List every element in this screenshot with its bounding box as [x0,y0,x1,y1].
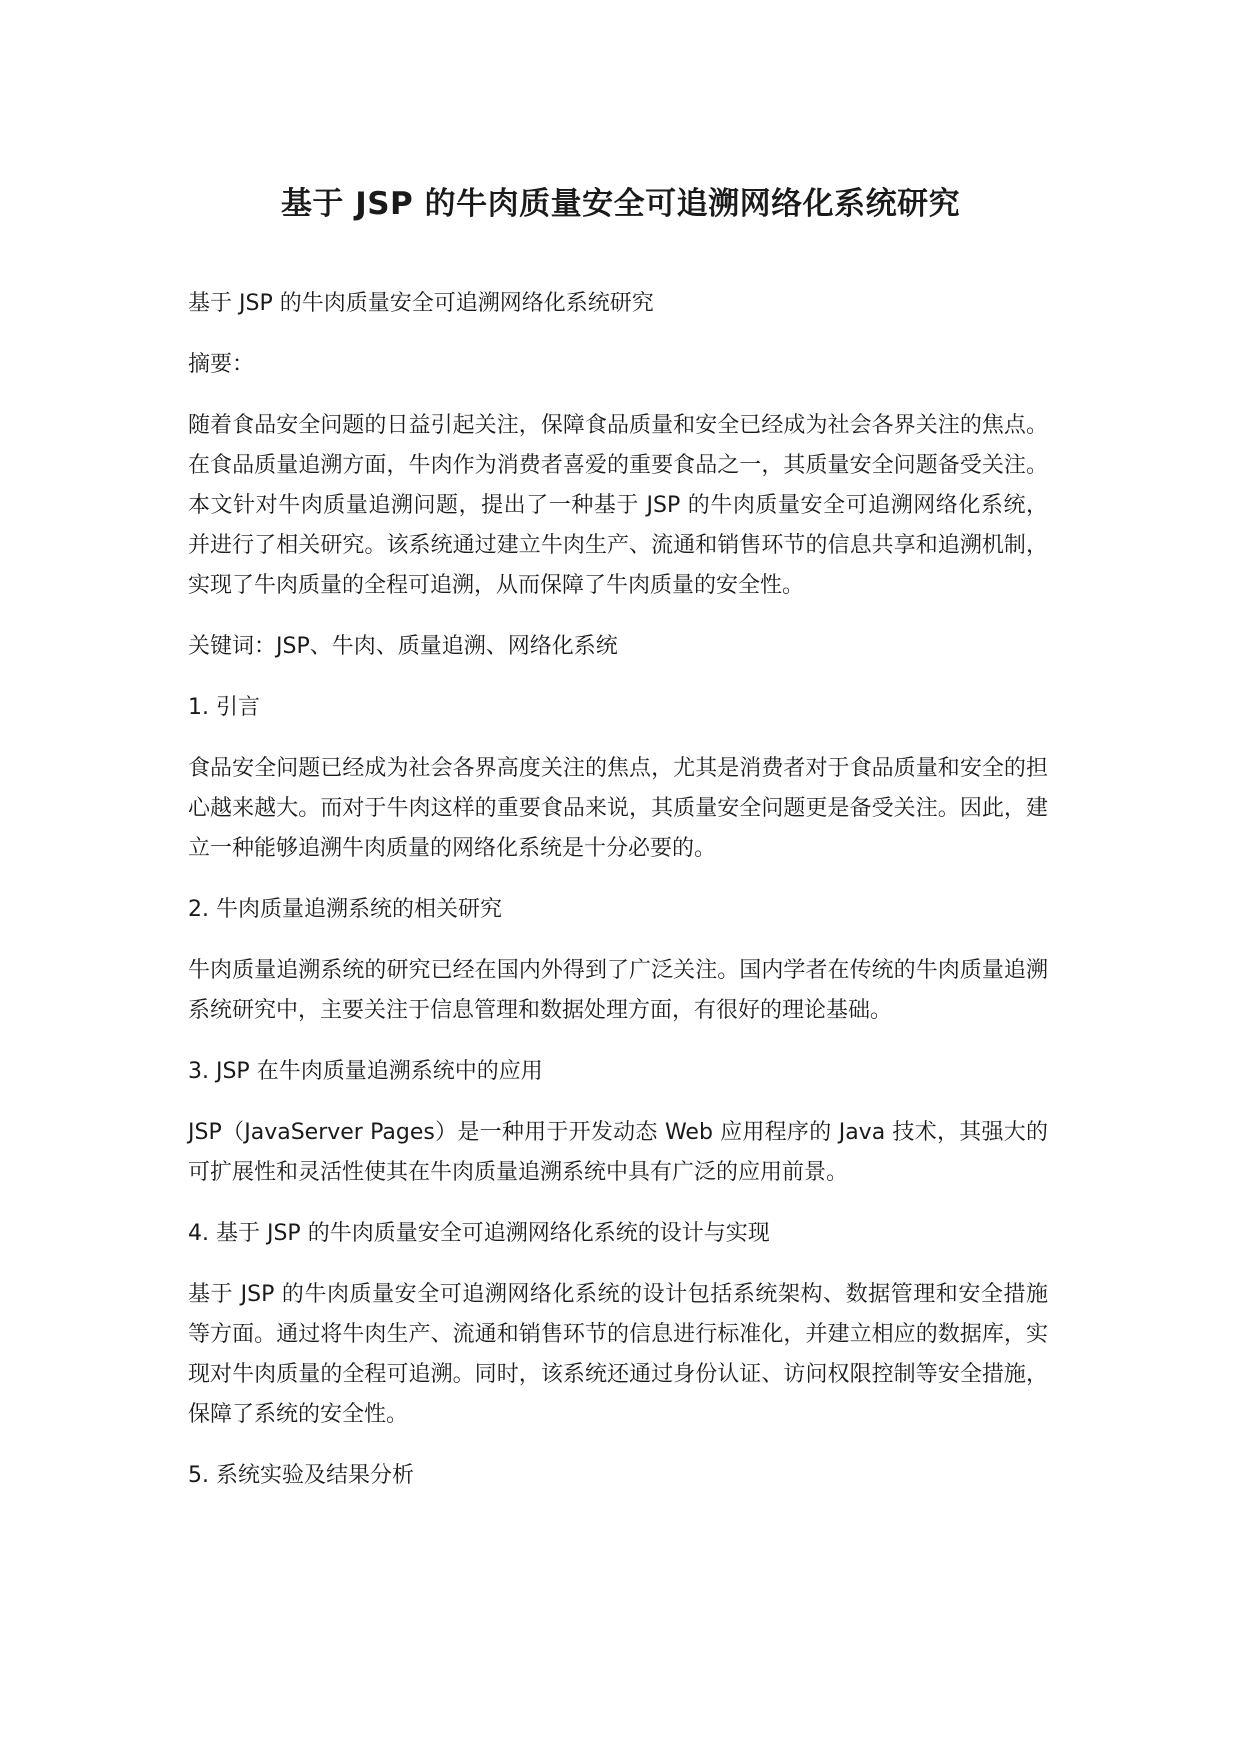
section-body-3: JSP（JavaServer Pages）是一种用于开发动态 Web 应用程序的 Java 技术，其强大的可扩展性和灵活性使其在牛肉质量追溯系统中具有广泛的应用前景。 [188,1120,1048,1185]
document-body [188,284,1048,1517]
section-body-2: 牛肉质量追溯系统的研究已经在国内外得到了广泛关注。国内学者在传统的牛肉质量追溯系统研究中，主要关注于信息管理和数据处理方面，有很好的理论基础。 [188,958,1048,1023]
abstract-heading: 摘要： [188,352,255,377]
section-heading-2: 2. 牛肉质量追溯系统的相关研究 [188,897,502,922]
section-heading-1: 1. 引言 [188,695,260,720]
section-heading-4: 4. 基于 JSP 的牛肉质量安全可追溯网络化系统的设计与实现 [188,1221,770,1246]
abstract-paragraph: 随着食品安全问题的日益引起关注，保障食品质量和安全已经成为社会各界关注的焦点。在食品质量追溯方面，牛肉作为消费者喜爱的重要食品之一，其质量安全问题备受关注。本文针对牛肉质量追溯问题，提出了一种基于 JSP 的牛肉质量安全可追溯网络化系统，并进行了相关研究。该系统通过建立牛肉生产、流通和销售环节的信息共享和追溯机制，实现了牛肉质量的全程可追溯，从而保障了牛肉质量的安全性。 [188,413,1048,598]
keywords-paragraph: 关键词：JSP、牛肉、质量追溯、网络化系统 [188,634,618,659]
section-body-4: 基于 JSP 的牛肉质量安全可追溯网络化系统的设计包括系统架构、数据管理和安全措施等方面。通过将牛肉生产、流通和销售环节的信息进行标准化，并建立相应的数据库，实现对牛肉质量的全程可追溯。同时，该系统还通过身份认证、访问权限控制等安全措施，保障了系统的安全性。 [188,1282,1048,1427]
section-body-1: 食品安全问题已经成为社会各界高度关注的焦点，尤其是消费者对于食品质量和安全的担心越来越大。而对于牛肉这样的重要食品来说，其质量安全问题更是备受关注。因此，建立一种能够追溯牛肉质量的网络化系统是十分必要的。 [188,756,1048,861]
section-heading-5: 5. 系统实验及结果分析 [188,1463,414,1488]
section-heading-3: 3. JSP 在牛肉质量追溯系统中的应用 [188,1059,543,1084]
document-title: 基于 JSP 的牛肉质量安全可追溯网络化系统研究 [280,186,961,222]
subtitle-paragraph: 基于 JSP 的牛肉质量安全可追溯网络化系统研究 [188,291,654,316]
